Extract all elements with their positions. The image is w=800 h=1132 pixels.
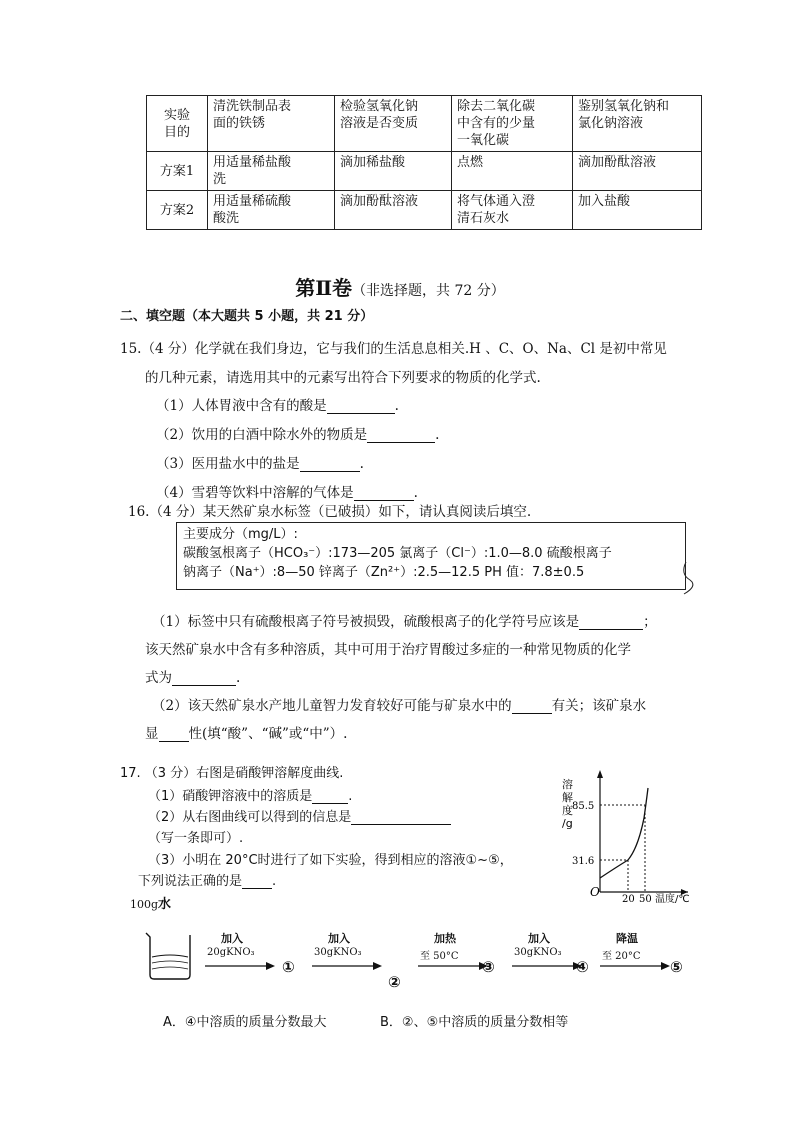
arrow-right-icon bbox=[600, 961, 670, 971]
table-cell: 用适量稀盐酸 洗 bbox=[208, 152, 335, 191]
q16-part-1a: （1）标签中只有硫酸根离子符号被损毁，硫酸根离子的化学符号应该是 bbox=[152, 614, 580, 630]
flow-step-action: 加热 bbox=[434, 932, 456, 945]
y-tick-85-5: 85.5 bbox=[572, 801, 595, 812]
solution-label: ③ bbox=[482, 958, 495, 976]
period: . bbox=[359, 456, 364, 472]
q16-part-1c: 式为 bbox=[145, 670, 172, 686]
solution-label: ② bbox=[388, 973, 401, 991]
origin-label: O bbox=[590, 885, 600, 899]
mineral-water-label bbox=[176, 522, 686, 590]
q17-stem: 17. （3 分）右图是硝酸钾溶解度曲线. bbox=[120, 766, 344, 781]
answer-blank[interactable] bbox=[300, 457, 360, 472]
flow-step-action: 加入 bbox=[328, 932, 350, 945]
arrow-right-icon bbox=[418, 961, 488, 971]
q17-part-3: （3）小明在 20°C时进行了如下实验，得到相应的溶液①~⑤， bbox=[148, 853, 513, 868]
q16-part-1b: 该天然矿泉水中含有多种溶质，其中可用于治疗胃酸过多症的一种常见物质的化学 bbox=[145, 642, 631, 658]
flow-step-action: 降温 bbox=[616, 932, 638, 945]
q15-part-4: （4）雪碧等饮料中溶解的气体是 bbox=[156, 485, 354, 501]
torn-edge-icon bbox=[676, 560, 706, 596]
option-b[interactable]: B．②、⑤中溶质的质量分数相等 bbox=[380, 1015, 569, 1030]
x-tick-20: 20 bbox=[622, 894, 635, 903]
arrow-right-icon bbox=[205, 961, 275, 971]
y-axis-label-2: 解 bbox=[562, 791, 573, 804]
flow-step-detail: 至 50°C bbox=[420, 951, 459, 962]
answer-blank[interactable] bbox=[242, 874, 272, 889]
solubility-curve bbox=[600, 788, 648, 878]
section-heading: 二、填空题（本大题共 5 小题，共 21 分） bbox=[120, 309, 374, 324]
arrow-right-icon bbox=[312, 961, 382, 971]
answer-blank[interactable] bbox=[579, 615, 643, 630]
table-cell: 滴加酚酞溶液 bbox=[573, 152, 702, 191]
table-cell: 用适量稀硫酸 酸洗 bbox=[208, 191, 335, 230]
answer-blank[interactable] bbox=[172, 671, 236, 686]
q16-stem: 16.（4 分）某天然矿泉水标签（已破损）如下，请认真阅读后填空. bbox=[128, 504, 532, 520]
flow-step-detail: 30gKNO₃ bbox=[514, 947, 562, 958]
period: . bbox=[413, 485, 418, 501]
flow-step-detail: 30gKNO₃ bbox=[314, 947, 362, 958]
solubility-curve-graph bbox=[560, 768, 700, 903]
answer-blank[interactable] bbox=[351, 810, 451, 825]
water-label: 水 bbox=[158, 897, 172, 912]
answer-blank[interactable] bbox=[327, 399, 395, 414]
table-cell: 滴加稀盐酸 bbox=[335, 152, 452, 191]
q15-part-3: （3）医用盐水中的盐是 bbox=[156, 456, 300, 472]
label-line-1: 主要成分（mg/L）: bbox=[183, 527, 298, 542]
table-cell: 将气体通入澄 清石灰水 bbox=[452, 191, 573, 230]
x-axis-label: 温度/℃ bbox=[655, 894, 690, 903]
table-cell: 加入盐酸 bbox=[573, 191, 702, 230]
label-line-3: 钠离子（Na⁺）:8—50 锌离子（Zn²⁺）:2.5—12.5 PH 值：7.8±0.5 bbox=[183, 565, 585, 580]
q16-part-2a-end: 有关；该矿泉水 bbox=[551, 698, 647, 714]
solution-label: ⑤ bbox=[670, 958, 683, 976]
answer-blank[interactable] bbox=[312, 789, 348, 804]
table-cell: 除去二氧化碳 中含有的少量 一氧化碳 bbox=[452, 96, 573, 152]
label-line-2: 碳酸氢根离子（HCO₃⁻）:173—205 氯离子（Cl⁻）:1.0—8.0 硫酸根离子 bbox=[183, 546, 612, 561]
q16-part-2b-end: 性(填“酸”、“碱”或“中”）. bbox=[188, 726, 348, 742]
flow-step-action: 加入 bbox=[528, 932, 550, 945]
row-header-cell: 实验 目的 bbox=[147, 96, 208, 152]
q16-part-2b: 显 bbox=[145, 726, 159, 742]
q17-part-1: （1）硝酸钾溶液中的溶质是 bbox=[148, 789, 313, 804]
period: . bbox=[435, 427, 440, 443]
solution-label: ④ bbox=[576, 958, 589, 976]
water-amount: 100g bbox=[130, 898, 159, 911]
flow-step-action: 加入 bbox=[221, 932, 243, 945]
section-title-main: 第Ⅱ卷 bbox=[295, 276, 353, 300]
flow-step-detail: 至 20°C bbox=[602, 951, 641, 962]
y-axis-label: 溶 bbox=[562, 778, 573, 791]
q17-part-3b: 下列说法正确的是 bbox=[138, 874, 243, 889]
y-axis-label-4: /g bbox=[562, 817, 573, 830]
section-title-sub: （非选择题，共 72 分） bbox=[352, 283, 505, 299]
experiment-table bbox=[146, 95, 702, 230]
table-row bbox=[147, 152, 702, 191]
table-cell: 鉴别氢氧化钠和 氯化钠溶液 bbox=[573, 96, 702, 152]
answer-blank[interactable] bbox=[367, 428, 435, 443]
table-row bbox=[147, 191, 702, 230]
table-cell: 点燃 bbox=[452, 152, 573, 191]
answer-blank[interactable] bbox=[354, 486, 414, 501]
q17-part-2: （2）从右图曲线可以得到的信息是 bbox=[148, 810, 352, 825]
solution-label: ① bbox=[282, 958, 295, 976]
period: . bbox=[394, 398, 399, 414]
table-cell: 滴加酚酞溶液 bbox=[335, 191, 452, 230]
answer-blank[interactable] bbox=[159, 727, 189, 742]
q15-stem-2: 的几种元素，请选用其中的元素写出符合下列要求的物质的化学式. bbox=[145, 370, 541, 386]
flow-step-detail: 20gKNO₃ bbox=[207, 947, 255, 958]
table-row bbox=[147, 96, 702, 152]
y-tick-31-6: 31.6 bbox=[572, 856, 595, 867]
y-axis-arrow-icon bbox=[597, 770, 603, 778]
answer-blank[interactable] bbox=[512, 699, 552, 714]
row-header-cell: 方案1 bbox=[147, 152, 208, 191]
x-tick-50: 50 bbox=[639, 894, 652, 903]
q16-part-2a: （2）该天然矿泉水产地儿童智力发育较好可能与矿泉水中的 bbox=[152, 698, 512, 714]
q15-part-1: （1）人体胃液中含有的酸是 bbox=[156, 398, 327, 414]
q15-stem-1: 15.（4 分）化学就在我们身边，它与我们的生活息息相关.H 、C、O、Na、Cl 是初中常见 bbox=[120, 341, 667, 357]
arrow-right-icon bbox=[512, 961, 582, 971]
q17-part-2b: （写一条即可）. bbox=[148, 831, 244, 846]
row-header-cell: 方案2 bbox=[147, 191, 208, 230]
option-a[interactable]: A．④中溶质的质量分数最大 bbox=[163, 1015, 327, 1030]
table-cell: 清洗铁制品表 面的铁锈 bbox=[208, 96, 335, 152]
y-axis-label-3: 度 bbox=[562, 804, 573, 817]
beaker-icon bbox=[140, 925, 200, 983]
q15-part-2: （2）饮用的白酒中除水外的物质是 bbox=[156, 427, 368, 443]
table-cell: 检验氢氧化钠 溶液是否变质 bbox=[335, 96, 452, 152]
section-title bbox=[0, 272, 800, 301]
